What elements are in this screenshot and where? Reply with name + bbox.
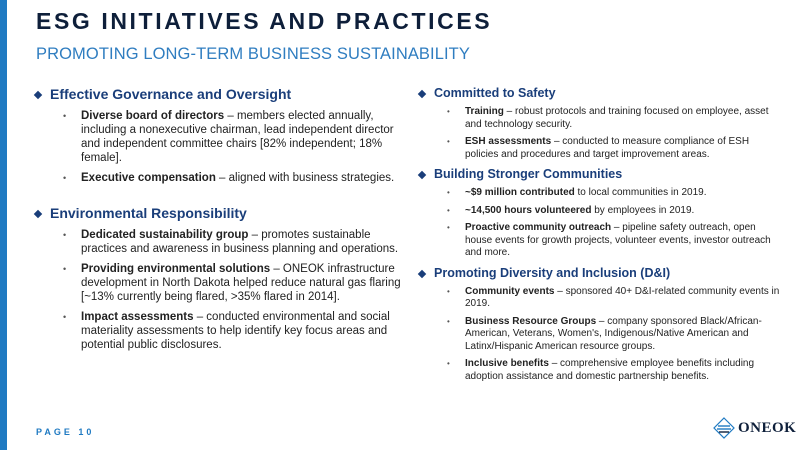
item-detail-text: – robust protocols and training focused on employee, asset and technology security. <box>465 106 769 130</box>
item-text <box>81 228 401 256</box>
item-detail-text: – promotes sustainable practices and awareness in business planning and operations. <box>81 229 399 255</box>
section-environment <box>33 205 401 352</box>
item-text <box>81 171 401 185</box>
item-bold-text: ~$9 million contributed <box>465 187 575 198</box>
item-bold-text: Business Resource Groups <box>465 315 597 327</box>
item-bold-text: Community events <box>465 285 555 297</box>
list-item <box>33 262 401 304</box>
item-detail-text: – sponsored 40+ D&I-related community events in 2019. <box>465 285 780 309</box>
list-item <box>417 222 782 260</box>
item-text <box>465 286 782 311</box>
item-bold-text: Dedicated sustainability group <box>81 229 249 241</box>
list-item <box>33 171 401 185</box>
section-title: Building Stronger Communities <box>434 167 623 181</box>
section-diversity <box>417 266 782 384</box>
bullet-list <box>33 228 401 352</box>
right-column <box>417 86 782 383</box>
section-governance <box>33 86 401 185</box>
section-header <box>33 86 401 103</box>
diamond-bullet-icon <box>418 269 426 277</box>
diamond-bullet-icon <box>418 171 426 179</box>
diamond-bullet-icon <box>34 91 42 99</box>
page-number-label: PAGE 10 <box>36 427 95 437</box>
item-text <box>465 222 782 260</box>
item-bold-text: Proactive community outreach <box>465 222 612 233</box>
item-bold-text: ~14,500 hours volunteered <box>465 204 592 216</box>
bullet-list <box>417 286 782 384</box>
bullet-icon: • <box>447 107 450 116</box>
item-bold-text: Diverse board of directors <box>81 110 225 122</box>
bullet-icon: • <box>63 173 67 183</box>
item-detail-text: – ONEOK infrastructure development in North Dakota helped reduce natural gas flaring [~13% currently being flared, >35% flared in 2014]. <box>81 263 401 303</box>
item-bold-text: Executive compensation <box>81 172 216 184</box>
section-header <box>417 167 782 182</box>
left-column <box>33 86 401 352</box>
item-detail-text: – members elected annually, including a nonexecutive chairman, lead independent director and independent committee chairs [82% independent; 18% female]. <box>81 110 394 164</box>
bullet-icon: • <box>447 316 450 326</box>
list-item <box>417 205 782 218</box>
bullet-icon: • <box>447 359 450 368</box>
item-detail-text: – company sponsored Black/African-American, Veterans, Women's, Indigenous/Native American and Latinx/Hispanic American resource groups. <box>465 315 762 352</box>
item-text <box>465 205 782 218</box>
list-item <box>417 286 782 311</box>
item-detail-text: – comprehensive employee benefits including adoption assistance and domestic partnership benefits. <box>465 358 755 382</box>
section-title: Committed to Safety <box>434 86 556 100</box>
bullet-list <box>417 187 782 260</box>
section-communities <box>417 167 782 260</box>
item-detail-text: – pipeline safety outreach, open house events for growth projects, volunteer events, investor outreach and more. <box>465 222 771 258</box>
item-bold-text: Providing environmental solutions <box>81 263 271 275</box>
bullet-icon: • <box>63 312 67 322</box>
section-title: Promoting Diversity and Inclusion (D&I) <box>434 265 671 280</box>
logo-text: ONEOK <box>738 419 797 436</box>
list-item <box>417 358 782 383</box>
list-item <box>417 187 782 200</box>
bullet-icon: • <box>63 264 67 274</box>
item-text <box>81 109 401 165</box>
item-detail-text: – conducted to measure compliance of ESH policies and procedures and target improvement areas. <box>465 136 750 160</box>
list-item <box>33 228 401 256</box>
section-title: Effective Governance and Oversight <box>50 86 292 102</box>
item-text <box>465 316 782 354</box>
left-accent-bar <box>0 0 7 450</box>
item-bold-text: Inclusive benefits <box>465 358 549 369</box>
logo-mark-icon <box>713 417 735 439</box>
item-text <box>465 136 782 161</box>
section-header <box>33 205 401 222</box>
page-title: ESG INITIATIVES AND PRACTICES <box>36 8 493 34</box>
page-subtitle: PROMOTING LONG-TERM BUSINESS SUSTAINABILITY <box>36 45 470 63</box>
item-bold-text: ESH assessments <box>465 136 552 147</box>
diamond-bullet-icon <box>418 90 426 98</box>
section-header <box>417 266 782 281</box>
bullet-icon: • <box>447 286 450 296</box>
item-text <box>465 106 782 131</box>
list-item <box>33 109 401 165</box>
item-text <box>81 310 401 352</box>
item-text <box>465 358 782 383</box>
bullet-list <box>417 106 782 161</box>
item-bold-text: Impact assessments <box>81 311 194 323</box>
section-title: Environmental Responsibility <box>50 205 247 221</box>
item-detail-text: to local communities in 2019. <box>574 187 707 198</box>
bullet-list <box>33 109 401 185</box>
section-safety <box>417 86 782 161</box>
item-text <box>81 262 401 304</box>
bullet-icon: • <box>63 111 67 121</box>
item-detail-text: – aligned with business strategies. <box>215 172 395 184</box>
oneok-logo <box>713 417 796 439</box>
list-item <box>417 316 782 354</box>
section-header <box>417 86 782 101</box>
item-detail-text: by employees in 2019. <box>591 204 695 216</box>
bullet-icon: • <box>63 230 67 240</box>
list-item <box>417 106 782 131</box>
item-detail-text: – conducted environmental and social materiality assessments to help identify key focus areas and potential public disclosures. <box>81 311 390 351</box>
list-item <box>417 136 782 161</box>
item-bold-text: Training <box>465 106 504 117</box>
bullet-icon: • <box>447 205 450 215</box>
bullet-icon: • <box>447 188 450 197</box>
bullet-icon: • <box>447 137 450 146</box>
list-item <box>33 310 401 352</box>
item-text <box>465 187 782 200</box>
bullet-icon: • <box>447 223 450 232</box>
diamond-bullet-icon <box>34 210 42 218</box>
